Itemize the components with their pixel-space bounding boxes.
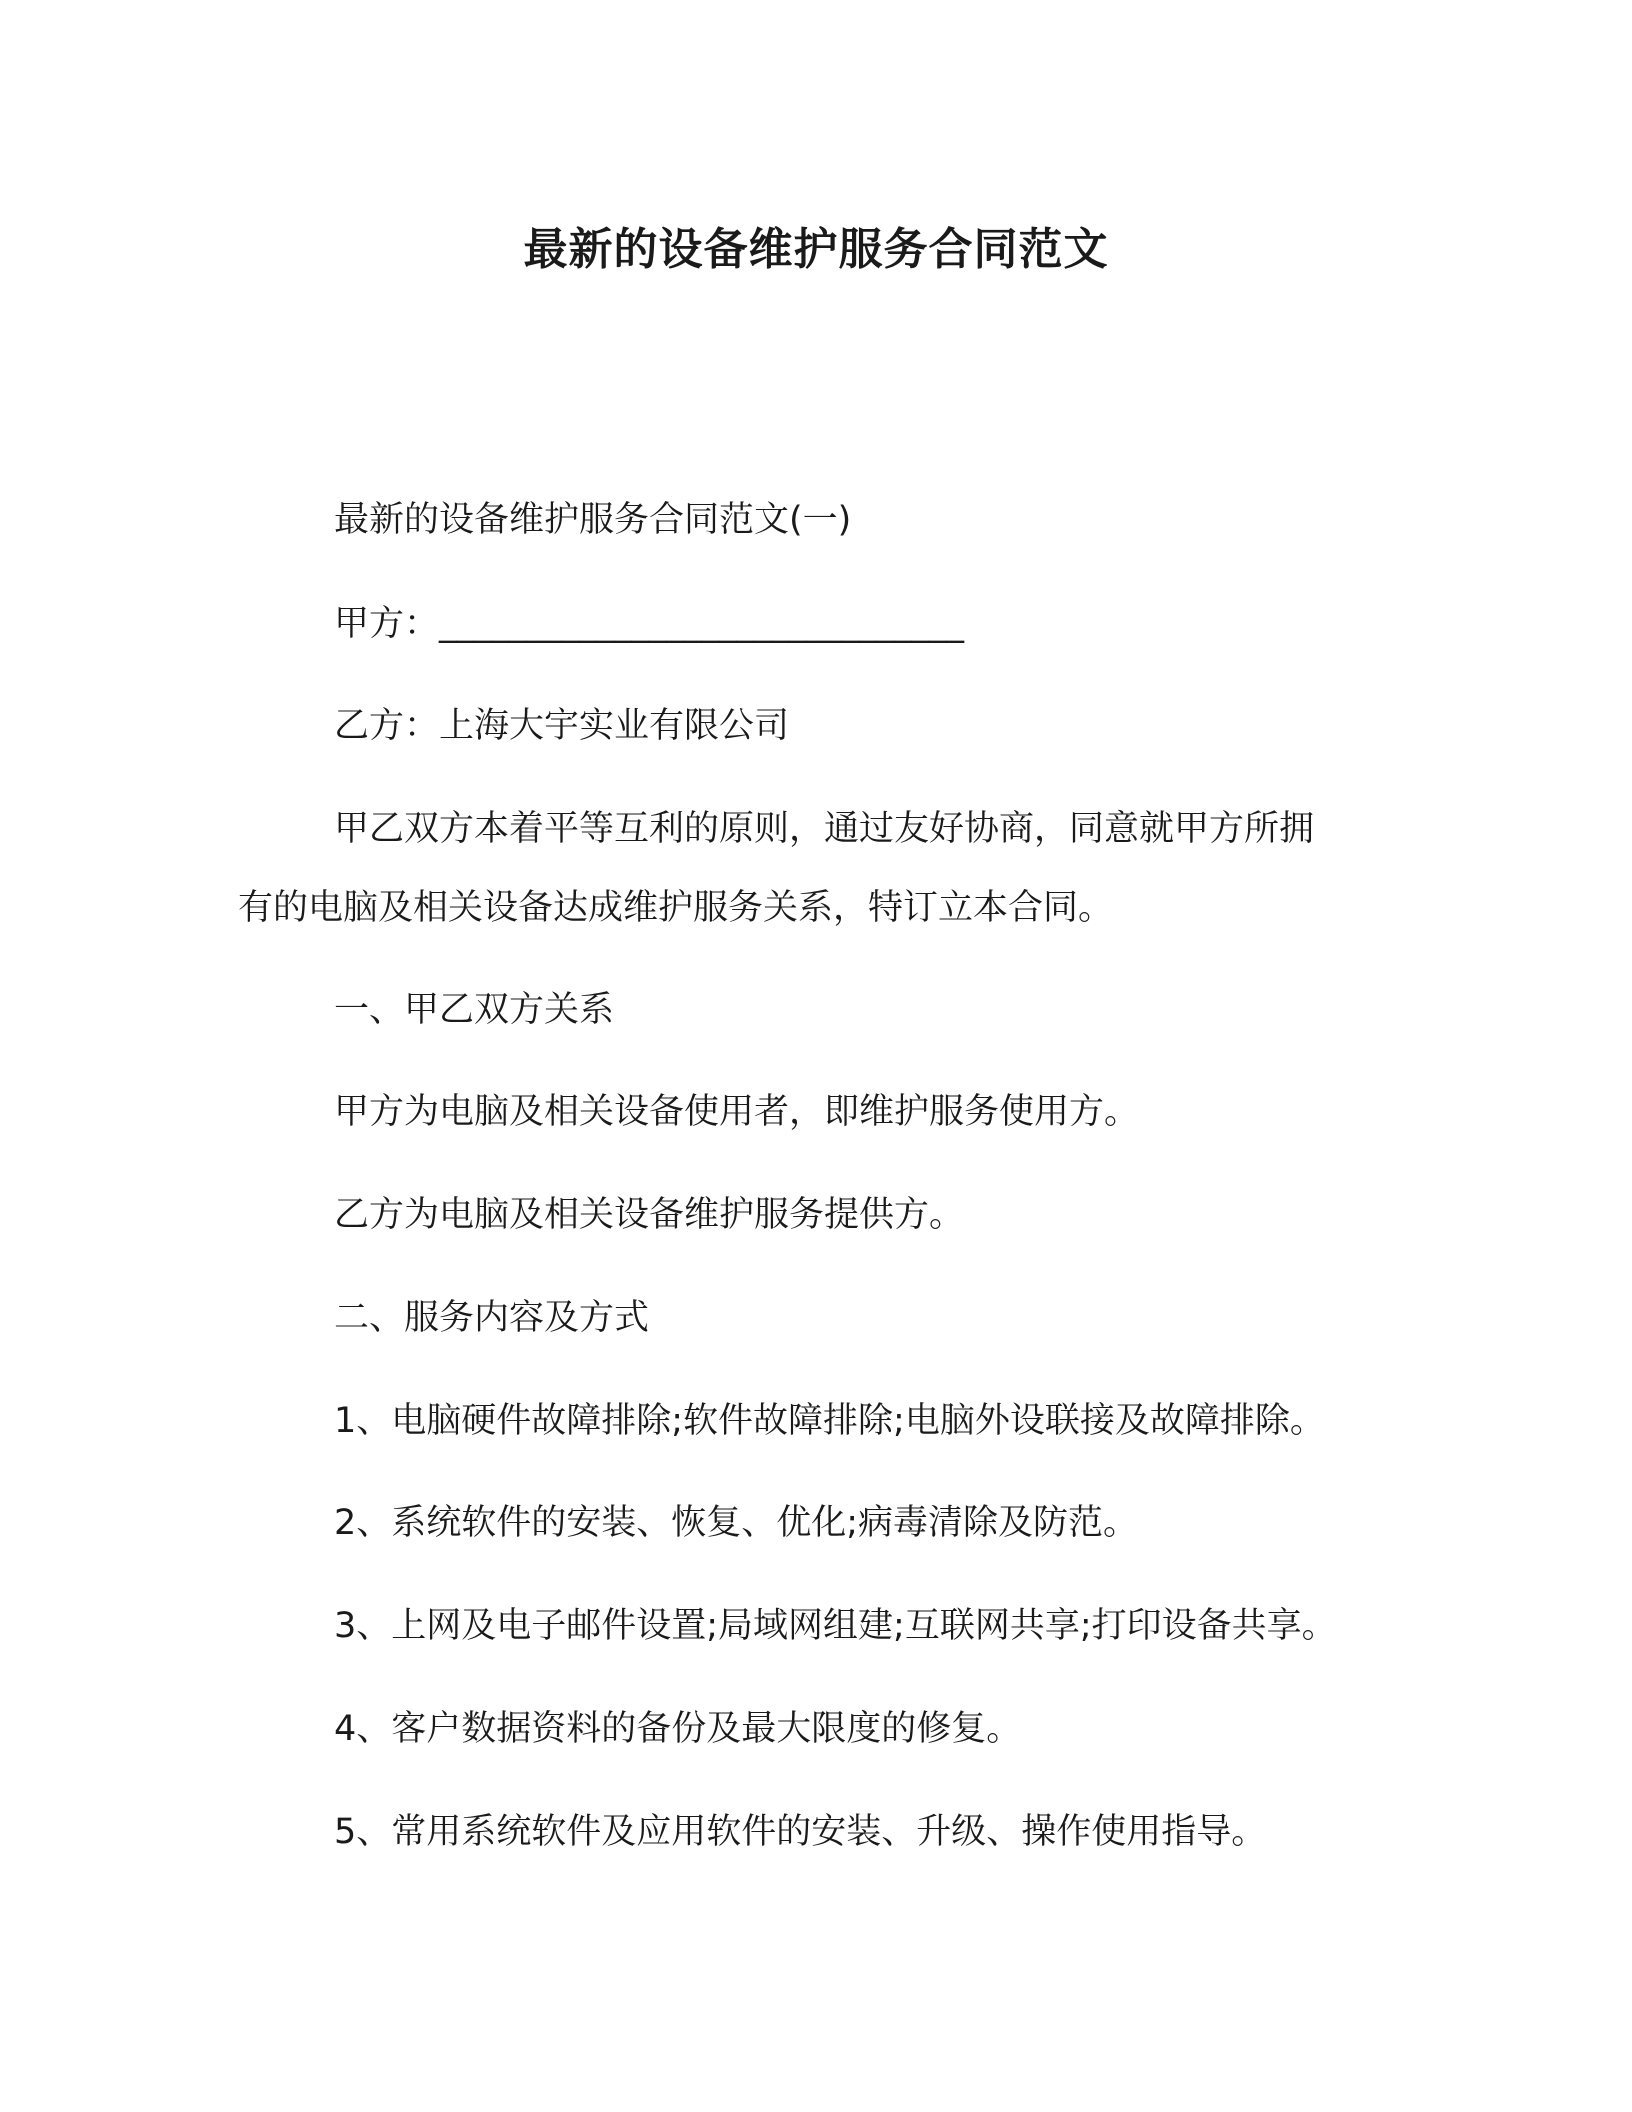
list-item: 4、客户数据资料的备份及最大限度的修复。 [334,1709,1022,1749]
list-item: 1、电脑硬件故障排除;软件故障排除;电脑外设联接及故障排除。 [334,1401,1325,1441]
section-1-paragraph-2: 乙方为电脑及相关设备维护服务提供方。 [334,1195,965,1235]
party-b-line: 乙方：上海大宇实业有限公司 [334,706,790,746]
document-title: 最新的设备维护服务合同范文 [523,224,1109,275]
document-subtitle: 最新的设备维护服务合同范文(一) [334,500,852,540]
section-1-heading: 一、甲乙双方关系 [334,990,615,1030]
intro-line-1: 甲乙双方本着平等互利的原则，通过友好协商，同意就甲方所拥 [334,809,1315,849]
list-item: 2、系统软件的安装、恢复、优化;病毒清除及防范。 [334,1503,1139,1543]
list-item: 3、上网及电子邮件设置;局域网组建;互联网共享;打印设备共享。 [334,1606,1337,1646]
section-2-heading: 二、服务内容及方式 [334,1298,650,1338]
intro-line-2: 有的电脑及相关设备达成维护服务关系，特订立本合同。 [238,888,1114,928]
section-1-paragraph-1: 甲方为电脑及相关设备使用者，即维护服务使用方。 [334,1092,1140,1132]
party-a-line: 甲方：______________________________ [334,604,965,644]
list-item: 5、常用系统软件及应用软件的安装、升级、操作使用指导。 [334,1812,1267,1852]
